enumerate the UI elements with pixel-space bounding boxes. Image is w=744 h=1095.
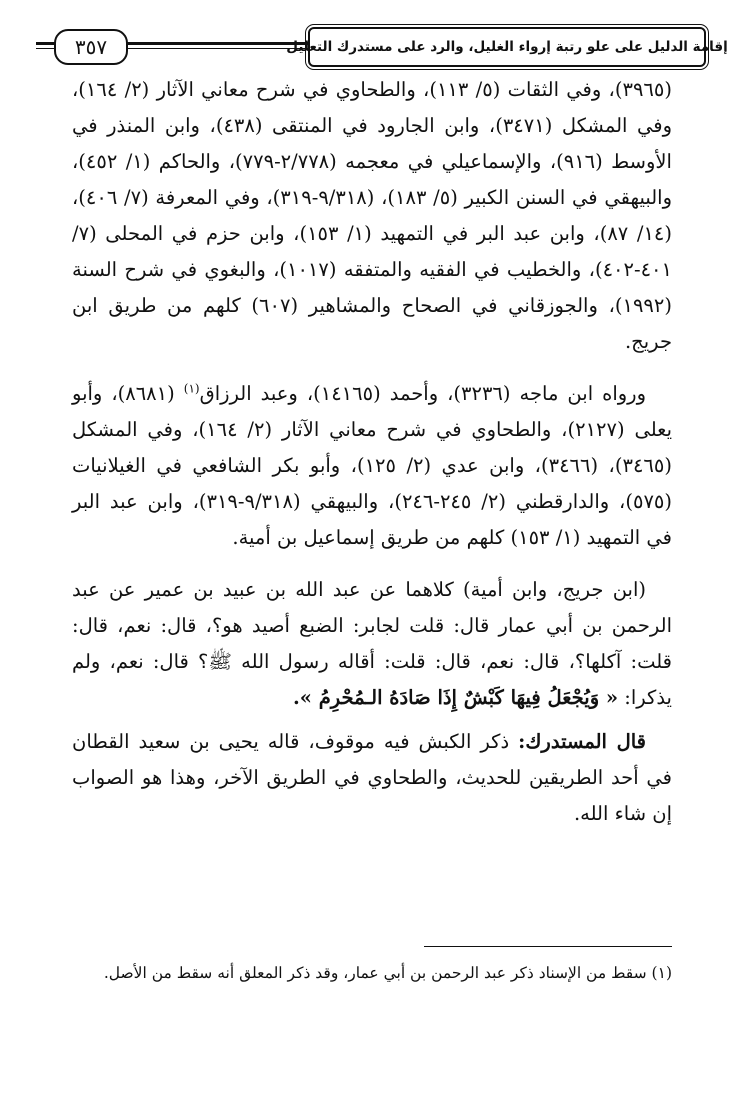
running-title: إقامة الدليل على علو رتبة إرواء الغليل، والرد على مستدرك التعليل xyxy=(286,39,728,55)
paragraph-3-text: (ابن جريج، وابن أمية) كلاهما عن عبد الله بن عبيد بن عمير عن عبد الرحمن بن أبي عمار قال: قلت لجابر: الضبع أصيد هو؟، قال: نعم، قال: قلت: آكلها؟، قال: نعم، قال: قلت: أقاله رسول الله ﷺ؟ قال: نعم، ولم يذكرا: xyxy=(72,578,672,709)
footnote-separator xyxy=(424,946,672,947)
main-text xyxy=(72,72,672,848)
footnote-text: (١) سقط من الإسناد ذكر عبد الرحمن بن أبي عمار، وقد ذكر المعلق أنه سقط من الأصل. xyxy=(103,964,672,982)
running-title-box xyxy=(286,27,728,67)
mustadrik-label: قال المستدرك: xyxy=(518,730,646,753)
footnote-reference-mark[interactable]: (١) xyxy=(183,381,200,396)
hadith-quote: « وَيُجْعَلُ فِيهَا كَبْشٌ إِذَا صَادَهُ الـمُحْرِمُ ». xyxy=(292,686,619,709)
paragraph-2-rest: (٨٦٨١)، وأبو يعلى (٢١٢٧)، والطحاوي في شرح معاني الآثار (٢/ ١٦٤)، وفي المشكل (٣٤٦٥)، (٣٤٦٦)، وابن عدي (٢/ ١٢٥)، وأبو بكر الشافعي في الغيلانيات (٥٧٥)، والدارقطني (٢/ ٢٤٥-٢٤٦)، والبيهقي (٩/٣١٨-٣١٩)، وابن عبد البر في التمهيد (١/ ١٥٣) كلهم من طريق إسماعيل بن أمية. xyxy=(72,382,672,549)
paragraph-2 xyxy=(72,376,672,556)
page-number: ٣٥٧ xyxy=(74,35,108,59)
paragraph-4 xyxy=(72,724,672,832)
paragraph-2-start: ورواه ابن ماجه (٣٢٣٦)، وأحمد (١٤١٦٥)، وعبد الرزاق xyxy=(199,382,646,405)
page-header xyxy=(36,24,728,70)
paragraph-4-text: ذكر الكبش فيه موقوف، قاله يحيى بن سعيد القطان في أحد الطريقين للحديث، والطحاوي في الطريق الآخر، وهذا هو الصواب إن شاء الله. xyxy=(72,730,672,825)
page-number-box xyxy=(54,29,128,65)
paragraph-3 xyxy=(72,572,672,716)
footnote xyxy=(72,960,672,986)
paragraph-1: (٣٩٦٥)، وفي الثقات (٥/ ١١٣)، والطحاوي في شرح معاني الآثار (٢/ ١٦٤)، وفي المشكل (٣٤٧١)، وابن الجارود في المنتقى (٤٣٨)، وابن المنذر في الأوسط (٩١٦)، والإسماعيلي في معجمه (٢/٧٧٨-٧٧٩)، والحاكم (١/ ٤٥٢)، والبيهقي في السنن الكبير (٥/ ١٨٣)، (٩/٣١٨-٣١٩)، وفي المعرفة (٧/ ٤٠٦)، (١٤/ ٨٧)، وابن عبد البر في التمهيد (١/ ١٥٣)، وابن حزم في المحلى (٧/ ٤٠١-٤٠٢)، والخطيب في الفقيه والمتفقه (١٠١٧)، والبغوي في شرح السنة (١٩٩٢)، والجوزقاني في الصحاح والمشاهير (٦٠٧) كلهم من طريق ابن جريج. xyxy=(72,78,673,353)
